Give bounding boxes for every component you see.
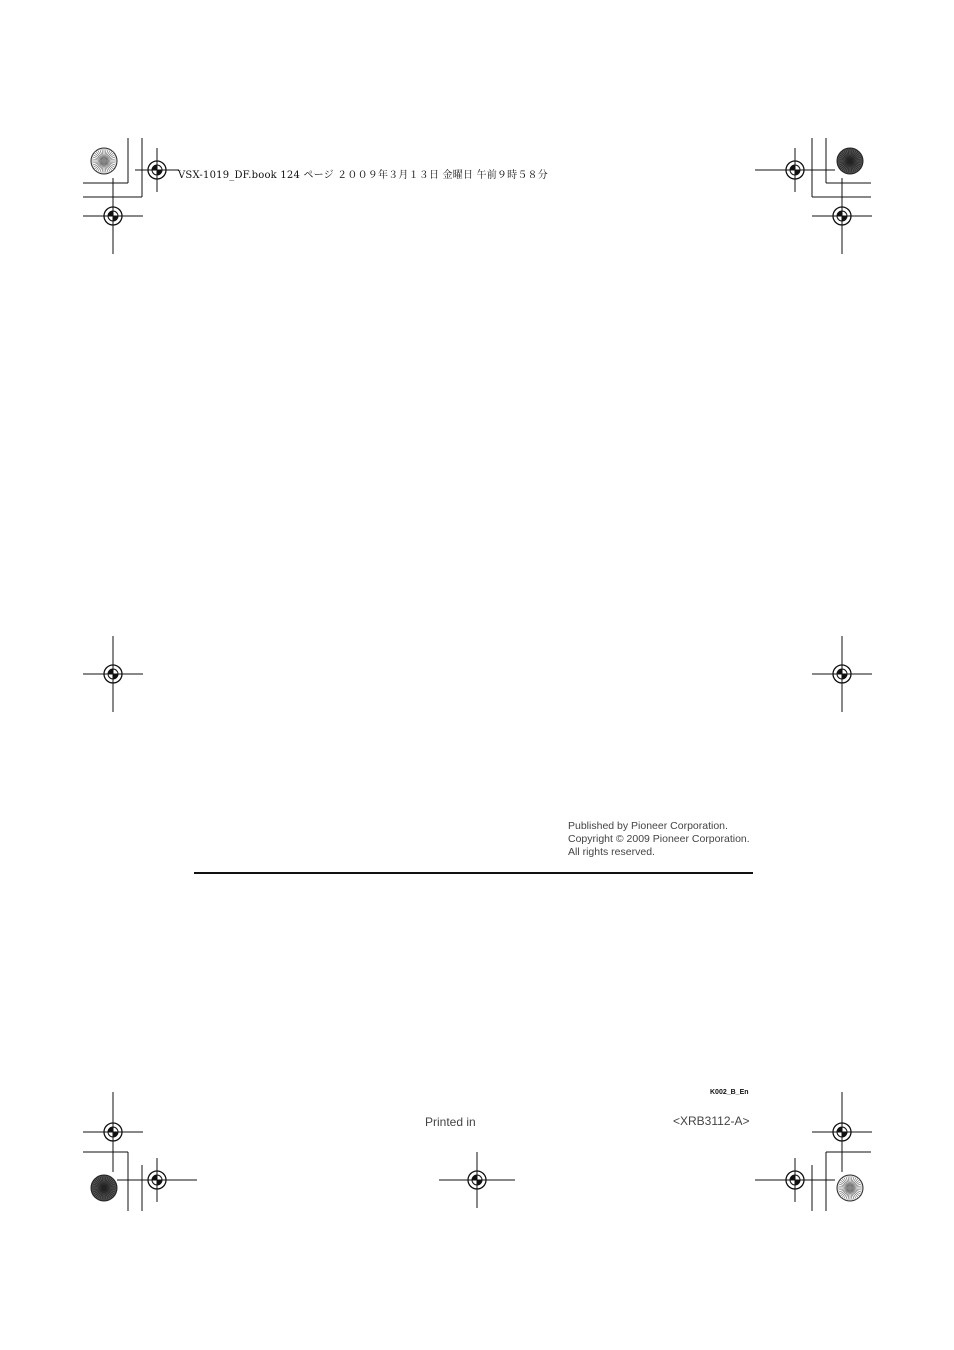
registration-mark-icon	[439, 1152, 515, 1208]
starburst-target-icon	[91, 148, 117, 174]
publisher-line: Published by Pioneer Corporation.	[568, 820, 728, 832]
copyright-line: Copyright © 2009 Pioneer Corporation.	[568, 832, 750, 845]
registration-mark-icon	[83, 1092, 143, 1172]
starburst-target-icon	[837, 148, 863, 174]
rights-line: All rights reserved.	[568, 845, 655, 858]
document-code: K002_B_En	[710, 1089, 749, 1096]
registration-mark-icon	[812, 178, 872, 254]
file-info-header: VSX-1019_DF.book 124 ページ ２００９年３月１３日 金曜日 午前９時５８分	[178, 170, 548, 181]
registration-mark-icon	[812, 1092, 872, 1172]
registration-mark-icon	[117, 1158, 197, 1202]
crop-mark-icon	[83, 138, 871, 1211]
registration-mark-icon	[83, 636, 143, 712]
registration-mark-icon	[755, 1158, 835, 1202]
document-number: <XRB3112-A>	[673, 1114, 750, 1128]
registration-mark-icon	[812, 636, 872, 712]
starburst-target-icon	[91, 1175, 117, 1201]
starburst-target-icon	[837, 1175, 863, 1201]
horizontal-rule	[194, 872, 753, 874]
registration-mark-icon	[83, 178, 143, 254]
publisher-block	[568, 820, 750, 858]
registration-mark-icon	[755, 148, 835, 192]
printed-in-label: Printed in	[425, 1115, 476, 1129]
